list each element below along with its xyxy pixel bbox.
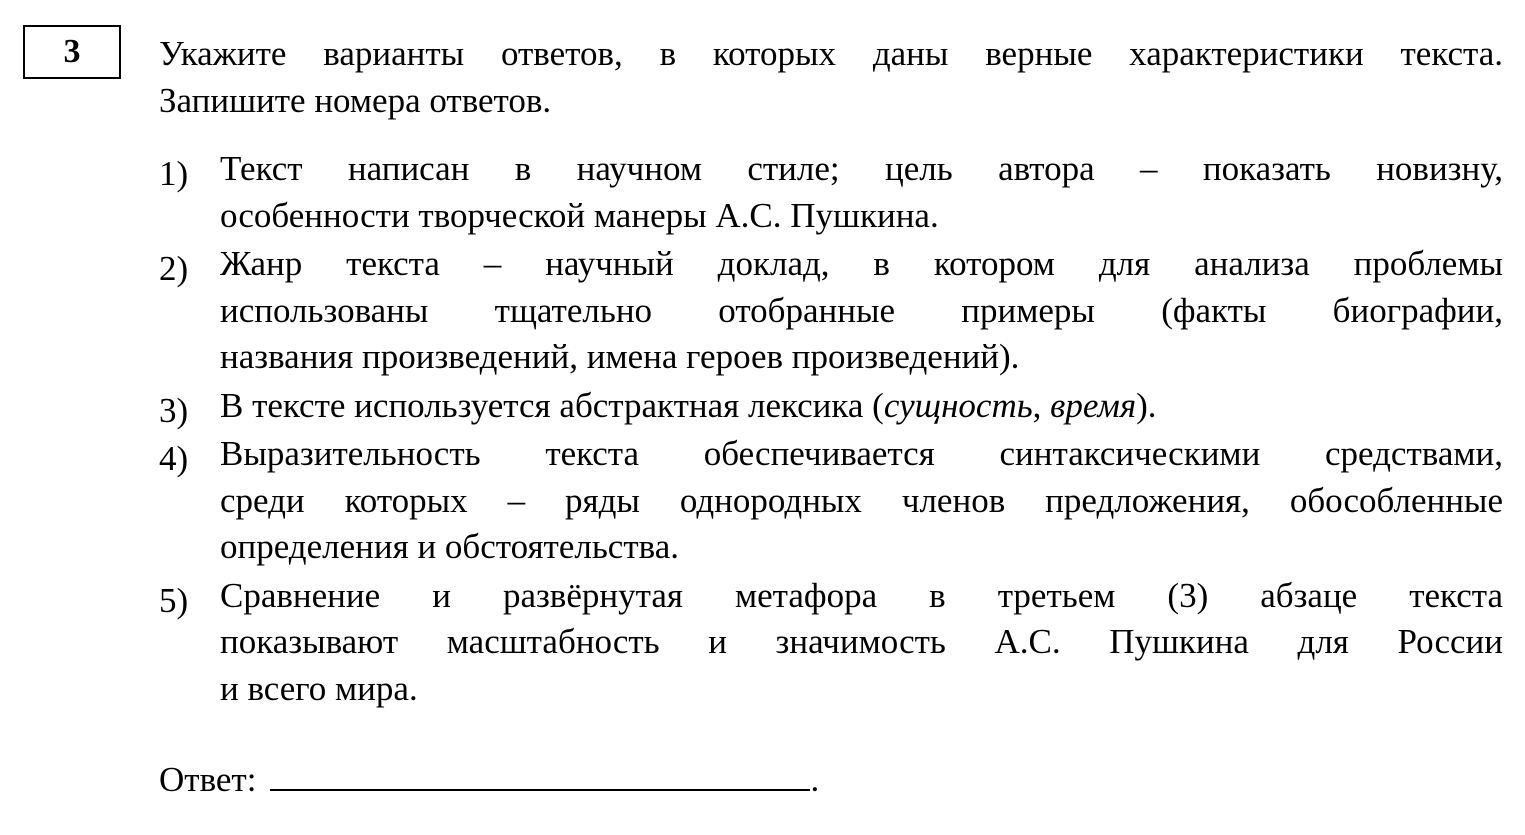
option-text-line: показывают масштабность и значимость А.С. Пушкина для России (220, 622, 1503, 661)
task-number-box (23, 25, 121, 79)
option-text: В тексте используется абстрактная лексика ( (220, 385, 884, 425)
option-text-line: Жанр текста – научный доклад, в котором для анализа проблемы (220, 244, 1503, 283)
task-number: 3 (63, 33, 81, 70)
prompt-line-2: Запишите номера ответов. (159, 81, 552, 120)
option-number: 4) (159, 439, 189, 478)
option-text-line: названия произведений, имена героев произведений). (220, 337, 1020, 376)
option-text-line: среди которых – ряды однородных членов предложения, обособленные (220, 480, 1503, 520)
option-number: 5) (159, 580, 189, 620)
italic-example: сущность (883, 385, 1033, 425)
answer-label: Ответ: (159, 760, 257, 799)
option-text: , (1032, 385, 1051, 425)
option-number: 1) (159, 154, 189, 193)
option-text-line: определения и обстоятельства. (220, 527, 679, 566)
task-prompt (159, 30, 1503, 124)
answer-row (159, 755, 819, 803)
option-4 (159, 431, 1503, 571)
option-1 (159, 146, 1503, 239)
option-text-line: и всего мира. (220, 668, 418, 708)
option-text-line: Выразительность текста обеспечивается синтаксическими средствами, (220, 434, 1503, 473)
prompt-line-1: Укажите варианты ответов, в которых даны верные характеристики текста. (159, 34, 1503, 73)
option-3 (159, 383, 1503, 430)
option-text-line (220, 383, 1503, 430)
option-text-line: особенности творческой манеры А.С. Пушкина. (220, 195, 939, 235)
option-text-line: Сравнение и развёрнутая метафора в третьем (3) абзаце текста (220, 575, 1503, 615)
option-number: 3) (159, 390, 189, 430)
options-list (159, 146, 1503, 714)
option-2 (159, 241, 1503, 381)
answer-end: . (810, 760, 820, 799)
option-text-line: использованы тщательно отобранные примеры (факты биографии, (220, 290, 1503, 330)
option-text: ). (1136, 385, 1157, 425)
option-number: 2) (159, 249, 189, 288)
option-text-line: Текст написан в научном стиле; цель автора – показать новизну, (220, 149, 1503, 188)
italic-example: время (1050, 385, 1137, 425)
answer-field[interactable] (270, 755, 810, 791)
option-5 (159, 573, 1503, 713)
